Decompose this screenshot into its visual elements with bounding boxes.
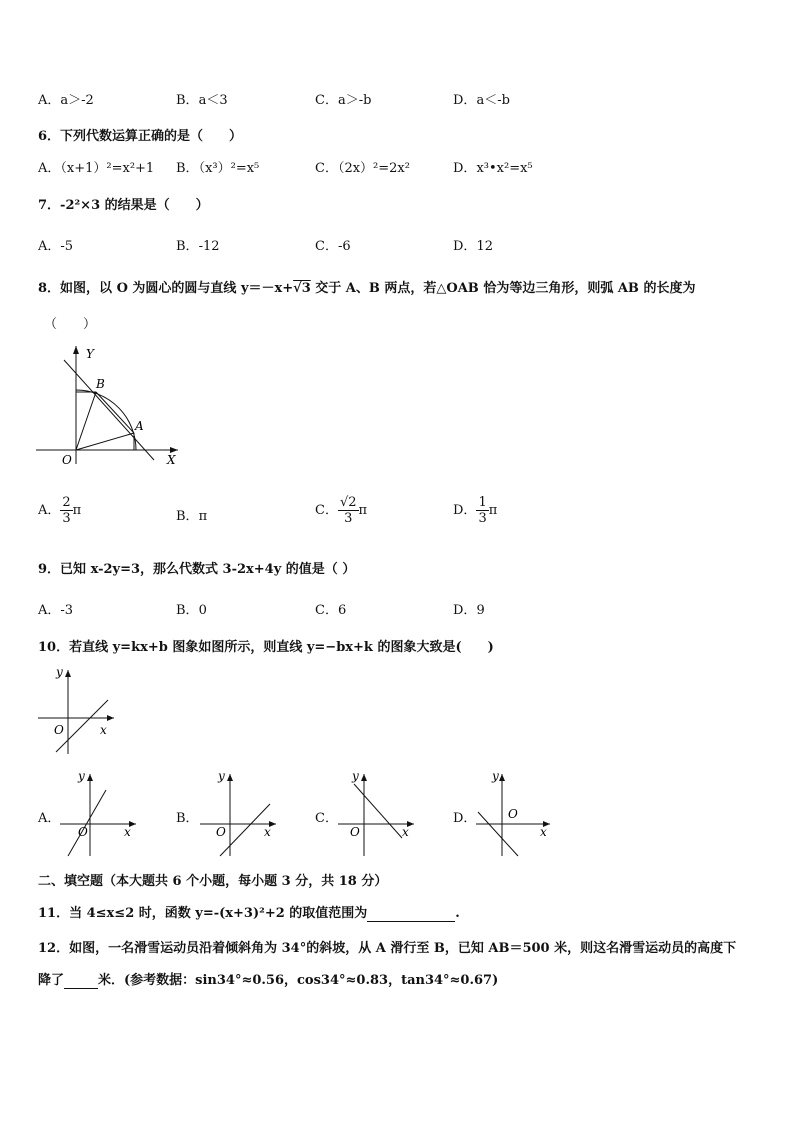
q10-b-x: x (264, 825, 271, 839)
q10-d-y: y (492, 769, 499, 783)
q10-c-y: y (352, 769, 359, 783)
section2-heading: 二、填空题（本大题共 6 个小题，每小题 3 分，共 18 分） (38, 874, 388, 889)
q10-option-d-graph (474, 766, 558, 858)
q6-option-d: D．x³•x²=x⁵ (453, 161, 533, 176)
q5-option-a: A．a＞-2 (38, 93, 94, 108)
q10-option-c-graph (336, 766, 420, 858)
q9-stem: 9．已知 x-2y=3，那么代数式 3-2x+4y 的值是（ ） (38, 562, 356, 577)
q8-option-c: C． $\frac{√2}{3}$ π (315, 495, 368, 526)
q12-line2: 降了 米．(参考数据：sin34°≈0.56，cos34°≈0.83，tan34°≈0.67) (38, 973, 499, 988)
q10-a-o: O (78, 825, 88, 839)
q10-given-y: y (56, 665, 63, 679)
q8-option-b: B．π (176, 509, 208, 524)
q10-given-o: O (54, 723, 64, 737)
q10-option-c-letter: C． (315, 811, 338, 826)
q10-c-x: x (402, 825, 409, 839)
q8-paren: （ ） (44, 317, 97, 332)
q8-figure (30, 340, 190, 470)
q6-option-c: C．（2x）²=2x² (315, 161, 410, 176)
q10-b-o: O (216, 825, 226, 839)
q11-stem: 11．当 4≤x≤2 时，函数 y=-(x+3)²+2 的取值范围为 . (38, 906, 460, 921)
q10-option-b-graph (198, 766, 282, 858)
q10-d-o: O (508, 807, 518, 821)
q6-option-a: A．（x+1）²=x²+1 (38, 161, 155, 176)
q7-option-d: D．12 (453, 239, 493, 254)
q12-answer-blank[interactable] (64, 973, 98, 989)
q7-stem: 7．-2²×3 的结果是（ ） (38, 198, 209, 213)
q10-a-x: x (124, 825, 131, 839)
q5-option-b: B．a＜3 (176, 93, 228, 108)
q10-d-x: x (540, 825, 547, 839)
q10-option-a-graph (58, 766, 142, 858)
q10-stem: 10．若直线 y=kx+b 图象如图所示，则直线 y=−bx+k 的图象大致是( ) (38, 640, 494, 655)
q9-option-a: A．-3 (38, 603, 74, 618)
q10-a-y: y (78, 769, 85, 783)
q10-given-graph (34, 662, 120, 758)
q8-option-a: A． $\frac{2}{3}$ π (38, 495, 82, 526)
q7-option-a: A．-5 (38, 239, 74, 254)
q12-line1: 12．如图，一名滑雪运动员沿着倾斜角为 34°的斜坡，从 A 滑行至 B，已知 AB＝500 米，则这名滑雪运动员的高度下 (38, 941, 737, 956)
q6-option-b: B．（x³）²=x⁵ (176, 161, 260, 176)
q8-x-label: X (167, 453, 176, 467)
q8-y-label: Y (86, 347, 94, 361)
q7-option-b: B．-12 (176, 239, 220, 254)
q8-stem: 8．如图，以 O 为圆心的圆与直线 y＝－x+√3 交于 A、B 两点，若△OAB 恰为等边三角形，则弧 AB 的长度为 (38, 281, 696, 296)
q10-option-a-letter: A． (38, 811, 61, 826)
q5-option-c: C．a＞-b (315, 93, 372, 108)
q7-option-c: C．-6 (315, 239, 351, 254)
q8-option-d: D． $\frac{1}{3}$ π (453, 495, 498, 526)
q8-o-label: O (62, 453, 72, 467)
q10-c-o: O (350, 825, 360, 839)
q9-option-d: D．9 (453, 603, 485, 618)
q8-a-label: A (135, 419, 144, 433)
q6-stem: 6．下列代数运算正确的是（ ） (38, 129, 243, 144)
q5-option-d: D．a＜-b (453, 93, 510, 108)
q11-answer-blank[interactable] (367, 906, 455, 922)
q10-option-b-letter: B． (176, 811, 199, 826)
q10-given-x: x (100, 723, 107, 737)
q10-option-d-letter: D． (453, 811, 477, 826)
q8-b-label: B (96, 377, 105, 391)
sqrt-3: √3 (293, 281, 311, 296)
q10-b-y: y (218, 769, 225, 783)
q9-option-c: C．6 (315, 603, 347, 618)
q9-option-b: B．0 (176, 603, 207, 618)
